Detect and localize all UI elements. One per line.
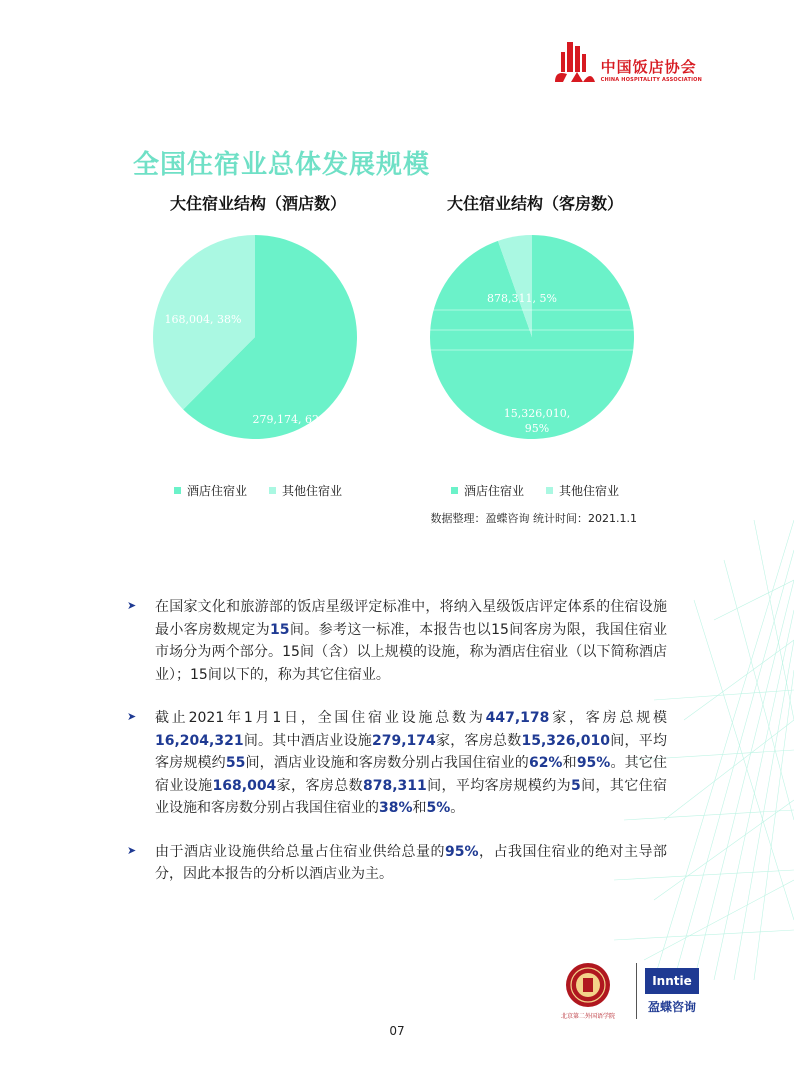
room-count-pie-chart: [405, 190, 665, 499]
pie-svg: [405, 234, 665, 454]
highlighted-figure: 38%: [379, 800, 413, 816]
text-run: 。其它住宿业设施: [155, 755, 668, 794]
text-run: 和: [412, 800, 427, 816]
logo-divider: [636, 963, 637, 1019]
arrow-bullet-icon: ➤: [127, 599, 137, 612]
data-source-note: 数据整理：盈蝶咨询 统计时间：2021.1.1: [430, 512, 637, 525]
legend-swatch-other: [269, 487, 276, 494]
text-run: 家，客房总数: [435, 732, 522, 749]
chart-legend: [128, 482, 388, 499]
logo-english-name: CHINA HOSPITALITY ASSOCIATION: [600, 77, 702, 83]
university-name: 北京第二外国语学院: [560, 1013, 615, 1020]
chart-title: 大住宿业结构（客房数）: [446, 194, 623, 213]
bullet-text: [155, 841, 667, 886]
text-run: 间，其它住宿业设施和客房数分别占我国住宿业的: [155, 777, 668, 816]
slice-label-other: 878,311, 5%: [487, 292, 557, 305]
bullet-item: [127, 841, 667, 886]
bullet-text: [155, 596, 667, 686]
legend-item-hotel: [174, 482, 247, 499]
section-title: 全国住宿业总体发展规模: [133, 150, 431, 180]
inntie-logo: [645, 968, 699, 1015]
legend-item-other: [269, 482, 342, 499]
highlighted-figure: 62%: [528, 755, 563, 771]
text-run: 由于酒店业设施供给总量占住宿业供给总量的: [155, 843, 445, 860]
highlighted-figure: 5%: [426, 800, 451, 816]
legend-item-hotel: [451, 482, 524, 499]
building-logo-icon: [553, 40, 597, 84]
inntie-chinese-name: 盈蝶咨询: [647, 999, 696, 1014]
highlighted-figure: 5: [570, 777, 581, 794]
inntie-brand-box: Inntie: [645, 968, 699, 994]
bisu-logo: [550, 962, 626, 1020]
legend-label: 其他住宿业: [559, 484, 620, 498]
slice-label-hotel-line1: 15,326,010,: [503, 407, 571, 420]
legend-swatch-hotel: [174, 487, 181, 494]
legend-swatch-hotel: [451, 487, 458, 494]
text-run: 间。其中酒店业设施: [243, 732, 372, 749]
china-hospitality-association-logo: [553, 40, 702, 84]
slice-label-hotel-line2: 95%: [524, 422, 550, 435]
slice-label-hotel: 279,174, 62%: [252, 413, 330, 426]
legend-swatch-other: [546, 487, 553, 494]
footer-logos: [550, 962, 699, 1020]
text-run: 截止2021年1月1日，全国住宿业设施总数为: [155, 710, 486, 726]
text-run: 在国家文化和旅游部的饭店星级评定标准中，将纳入星级饭店评定体系的住宿设施最小客房数规定为: [155, 599, 667, 638]
legend-label: 酒店住宿业: [186, 484, 247, 498]
text-run: 和: [562, 755, 577, 771]
legend-label: 酒店住宿业: [463, 484, 524, 498]
university-seal-icon: [565, 962, 611, 1008]
pie-svg: [128, 234, 388, 454]
bullet-list: [127, 596, 667, 907]
highlighted-figure: 168,004: [212, 777, 277, 794]
text-run: 间。参考这一标准，本报告也以15间客房为限，我国住宿业市场分为两个部分。15间（含）以上规模的设施，称为酒店住宿业（以下简称酒店业）；15间以下的，称为其它住宿业。: [155, 621, 667, 683]
text-run: 间，平均客房规模约: [155, 732, 668, 771]
legend-label: 其他住宿业: [282, 484, 343, 498]
logo-chinese-name: 中国饭店协会: [600, 58, 697, 76]
text-run: 间，酒店业设施和客房数分别占我国住宿业的: [245, 755, 529, 771]
text-run: 。: [450, 800, 465, 816]
chart-legend: [405, 482, 665, 499]
highlighted-figure: 16,204,321: [155, 732, 244, 749]
legend-item-other: [546, 482, 619, 499]
bullet-item: [127, 596, 667, 686]
text-run: 家，客房总规模: [549, 710, 668, 726]
page-number: 07: [389, 1024, 405, 1038]
bullet-item: [127, 707, 667, 820]
text-run: ，占我国住宿业的绝对主导部分，因此本报告的分析以酒店业为主。: [155, 843, 668, 882]
highlighted-figure: 15,326,010: [521, 732, 611, 749]
chart-title: 大住宿业结构（酒店数）: [169, 194, 346, 213]
highlighted-figure: 55: [225, 755, 246, 771]
text-run: 家，客房总数: [276, 777, 363, 794]
text-run: 间，平均客房规模约为: [426, 777, 571, 794]
highlighted-figure: 95%: [445, 843, 479, 860]
slice-label-other: 168,004, 38%: [164, 313, 242, 326]
highlighted-figure: 447,178: [485, 710, 550, 726]
hotel-count-pie-chart: [128, 190, 388, 499]
arrow-bullet-icon: ➤: [127, 710, 137, 723]
highlighted-figure: 279,174: [372, 732, 436, 749]
bullet-text: [155, 707, 667, 820]
highlighted-figure: 15: [270, 621, 290, 638]
arrow-bullet-icon: ➤: [127, 843, 137, 857]
highlighted-figure: 878,311: [362, 777, 427, 794]
highlighted-figure: 95%: [576, 755, 611, 771]
